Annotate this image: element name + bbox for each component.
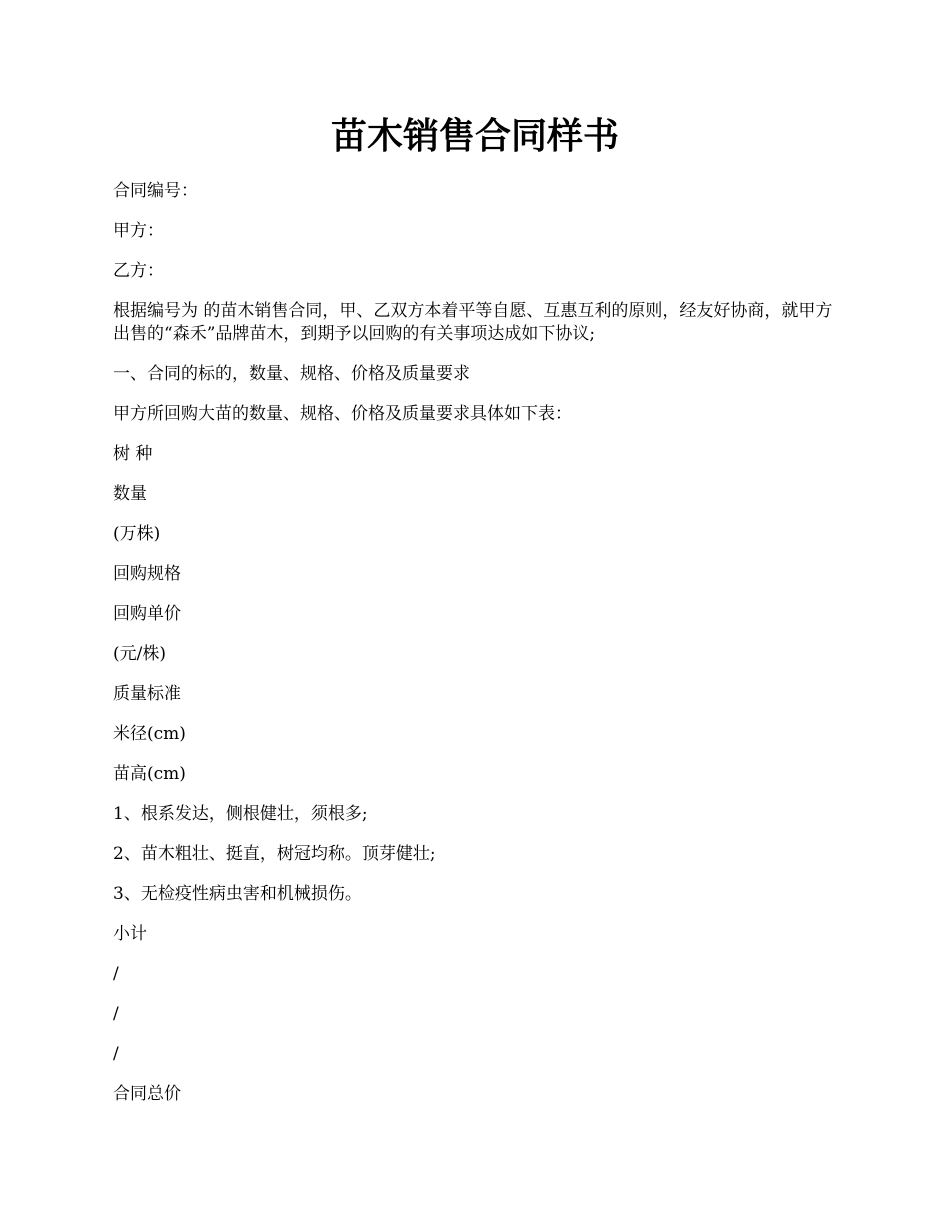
table-header-price-unit: (元/株) <box>113 644 166 664</box>
table-intro: 甲方所回购大苗的数量、规格、价格及质量要求具体如下表： <box>113 404 572 424</box>
table-header-quality: 质量标准 <box>113 684 181 704</box>
document-title: 苗木销售合同样书 <box>330 115 619 157</box>
table-header-quantity: 数量 <box>113 484 147 504</box>
party-b-line: 乙方： <box>113 261 164 281</box>
quality-item: 3、无检疫性病虫害和机械损伤。 <box>113 884 362 904</box>
empty-cell-slash: / <box>113 964 119 984</box>
preamble-paragraph: 根据编号为 的苗木销售合同，甲、乙双方本着平等自愿、互惠互利的原则，经友好协商，就甲方出售的“森禾”品牌苗木，到期予以回购的有关事项达成如下协议; <box>113 301 833 344</box>
table-header-diameter: 米径(cm) <box>113 724 186 744</box>
table-header-quantity-unit: (万株) <box>113 524 161 544</box>
contract-number-line: 合同编号： <box>113 181 198 201</box>
empty-cell-slash: / <box>113 1004 119 1024</box>
party-a-line: 甲方： <box>113 221 164 241</box>
quality-item: 1、根系发达，侧根健壮，须根多; <box>113 804 368 824</box>
table-header-species: 树 种 <box>113 444 153 464</box>
table-header-height: 苗高(cm) <box>113 764 186 784</box>
document-body <box>113 180 843 1123</box>
subtotal-label: 小计 <box>113 924 147 944</box>
empty-cell-slash: / <box>113 1044 119 1064</box>
total-price-label: 合同总价 <box>113 1084 181 1104</box>
section-heading: 一、合同的标的，数量、规格、价格及质量要求 <box>113 364 470 384</box>
table-header-price: 回购单价 <box>113 604 181 624</box>
quality-item: 2、苗木粗壮、挺直，树冠均称。顶芽健壮; <box>113 844 436 864</box>
table-header-spec: 回购规格 <box>113 564 181 584</box>
